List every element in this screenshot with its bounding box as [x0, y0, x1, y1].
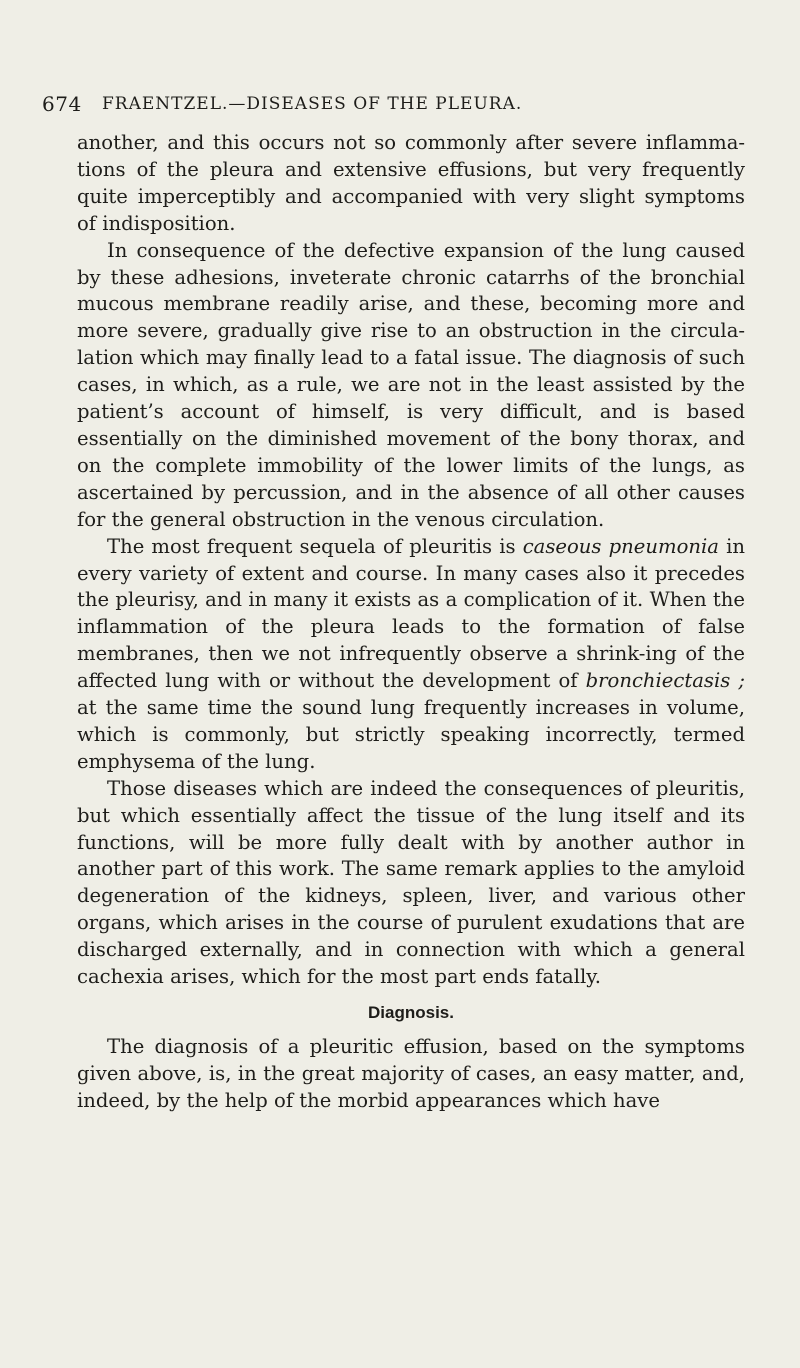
diagnosis-text [77, 1034, 745, 1115]
bronchiectasis-term: bronchiectasis ; [585, 669, 745, 693]
page-number: 674 [42, 92, 82, 116]
paragraph-adhesions: In consequence of the defective expansion of the lung caused by these adhesions, inveterate chronic catarrhs of the bronchial mucous membrane readily arise, and these, becoming more and more severe, gradually give rise to an obstruction in the circula-lation which may finally lead to a fatal issue. The diagnosis of such cases, in which, as a rule, we are not in the least assisted by the patient’s account of himself, is very difficult, and is based essentially on the diminished movement of the bony thorax, and on the complete immobility of the lower limits of the lungs, as ascertained by percussion, and in the absence of all other causes for the general obstruction in the venous circulation. [77, 238, 745, 531]
running-head: FRAENTZEL.—DISEASES OF THE PLEURA. [102, 94, 523, 114]
caseous-pneumonia-term: caseous pneumonia [522, 534, 719, 558]
paragraph-sequela [77, 534, 745, 776]
sequela-text-middle: in every variety of extent and course. In many cases also it precedes the pleurisy, and in many it exists as a complication of it. When the inflammation of the pleura leads to the formation of false membranes, then we not infrequently observe a shrink-ing of the affected lung with or without the development of [77, 534, 745, 693]
main-text [77, 130, 745, 991]
sequela-text-end: at the same time the sound lung frequently increases in volume, which is commonly, but strictly speaking incorrectly, termed emphysema of the lung. [77, 696, 745, 773]
paragraph-continuation: another, and this occurs not so commonly after severe inflamma-tions of the pleura and extensive effusions, but very frequently quite imperceptibly and accompanied with very slight symptoms of indisposition. [77, 131, 745, 235]
paragraph-diagnosis: The diagnosis of a pleuritic effusion, based on the symptoms given above, is, in the great majority of cases, an easy matter, and, indeed, by the help of the morbid appearances which have [77, 1035, 745, 1112]
paragraph-consequences: Those diseases which are indeed the consequences of pleuritis, but which essentially affect the tissue of the lung itself and its functions, will be more fully dealt with by another author in another part of this work. The same remark applies to the amyloid degeneration of the kidneys, spleen, liver, and various other organs, which arises in the course of purulent exudations that are discharged externally, and in connection with which a general cachexia arises, which for the most part ends fatally. [77, 776, 745, 989]
page-header [42, 92, 762, 118]
sequela-text-start: The most frequent sequela of pleuritis is [107, 534, 523, 558]
section-heading: Diagnosis. [368, 1003, 454, 1022]
